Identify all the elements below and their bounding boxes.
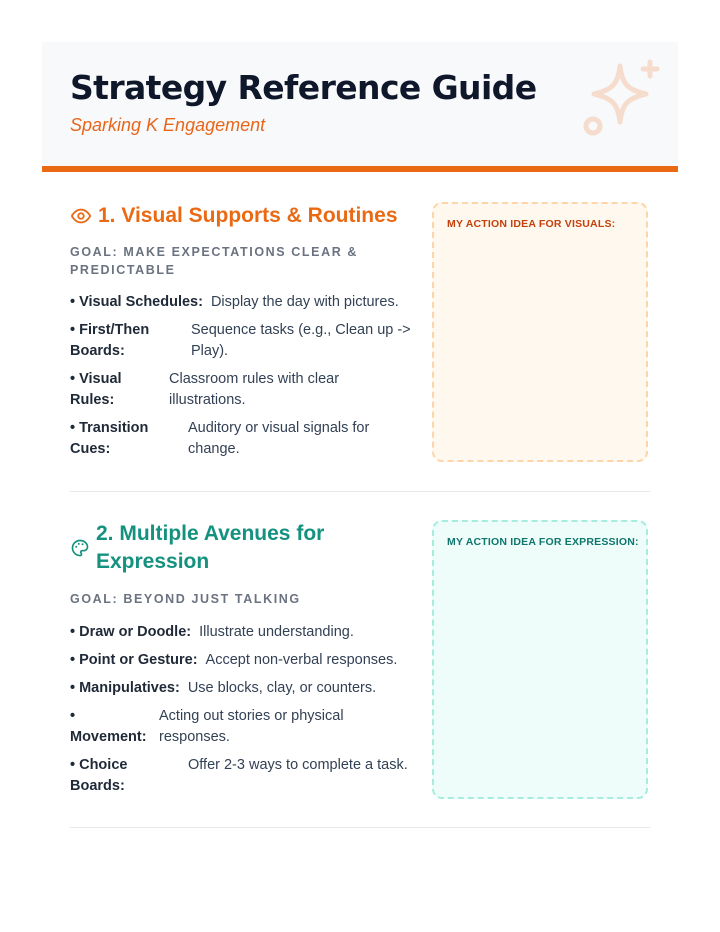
action-idea-label: MY ACTION IDEA FOR EXPRESSION: [447,536,639,548]
list-item [70,650,415,671]
section-title: 1. Visual Supports & Routines [98,204,398,227]
list-item [70,706,415,748]
page-header [42,42,678,172]
item-description: Acting out stories or physical responses. [159,708,344,745]
item-term: • Transition Cues: [70,420,149,457]
list-item [70,292,415,313]
section-visual-supports [70,202,650,464]
item-term: • Movement: [70,708,147,745]
list-item [70,369,415,411]
action-idea-label: MY ACTION IDEA FOR VISUALS: [447,218,616,230]
section-heading [70,202,410,230]
strategy-list [70,622,415,804]
eye-icon [70,205,92,227]
palette-icon [70,538,90,558]
list-item [70,622,415,643]
item-term: • Choice Boards: [70,757,128,794]
section-goal: GOAL: MAKE EXPECTATIONS CLEAR & PREDICTABLE [70,245,359,277]
section-title: 2. Multiple Avenues for Expression [96,522,325,573]
item-term: • First/Then Boards: [70,322,150,359]
list-item [70,320,415,362]
item-description: Use blocks, clay, or counters. [187,680,377,696]
item-description: Offer 2-3 ways to complete a task. [188,757,408,773]
action-idea-box-visuals[interactable] [432,202,648,462]
item-description: Illustrate understanding. [199,624,354,640]
list-item [70,418,415,460]
strategy-list [70,292,415,467]
page-subtitle: Sparking K Engagement [70,115,266,135]
list-item [70,678,415,699]
item-term: • Point or Gesture: [70,652,198,668]
section-heading [70,520,410,576]
item-description: Display the day with pictures. [210,294,399,310]
item-term: • Manipulatives: [70,680,180,696]
item-description: Accept non-verbal responses. [205,652,398,668]
action-idea-box-expression[interactable] [432,520,648,799]
item-term: • Visual Rules: [70,371,122,408]
item-description: Sequence tasks (e.g., Clean up -> Play). [191,322,411,359]
item-description: Classroom rules with clear illustrations. [169,371,340,408]
section-goal: GOAL: BEYOND JUST TALKING [70,592,301,606]
section-multiple-avenues [70,520,650,800]
item-term: • Draw or Doodle: [70,624,192,640]
item-term: • Visual Schedules: [70,294,203,310]
section-divider [70,491,650,492]
sparkle-icon [580,58,664,142]
section-divider [70,827,650,828]
list-item [70,755,415,797]
page-title: Strategy Reference Guide [70,68,537,107]
item-description: Auditory or visual signals for change. [188,420,370,457]
